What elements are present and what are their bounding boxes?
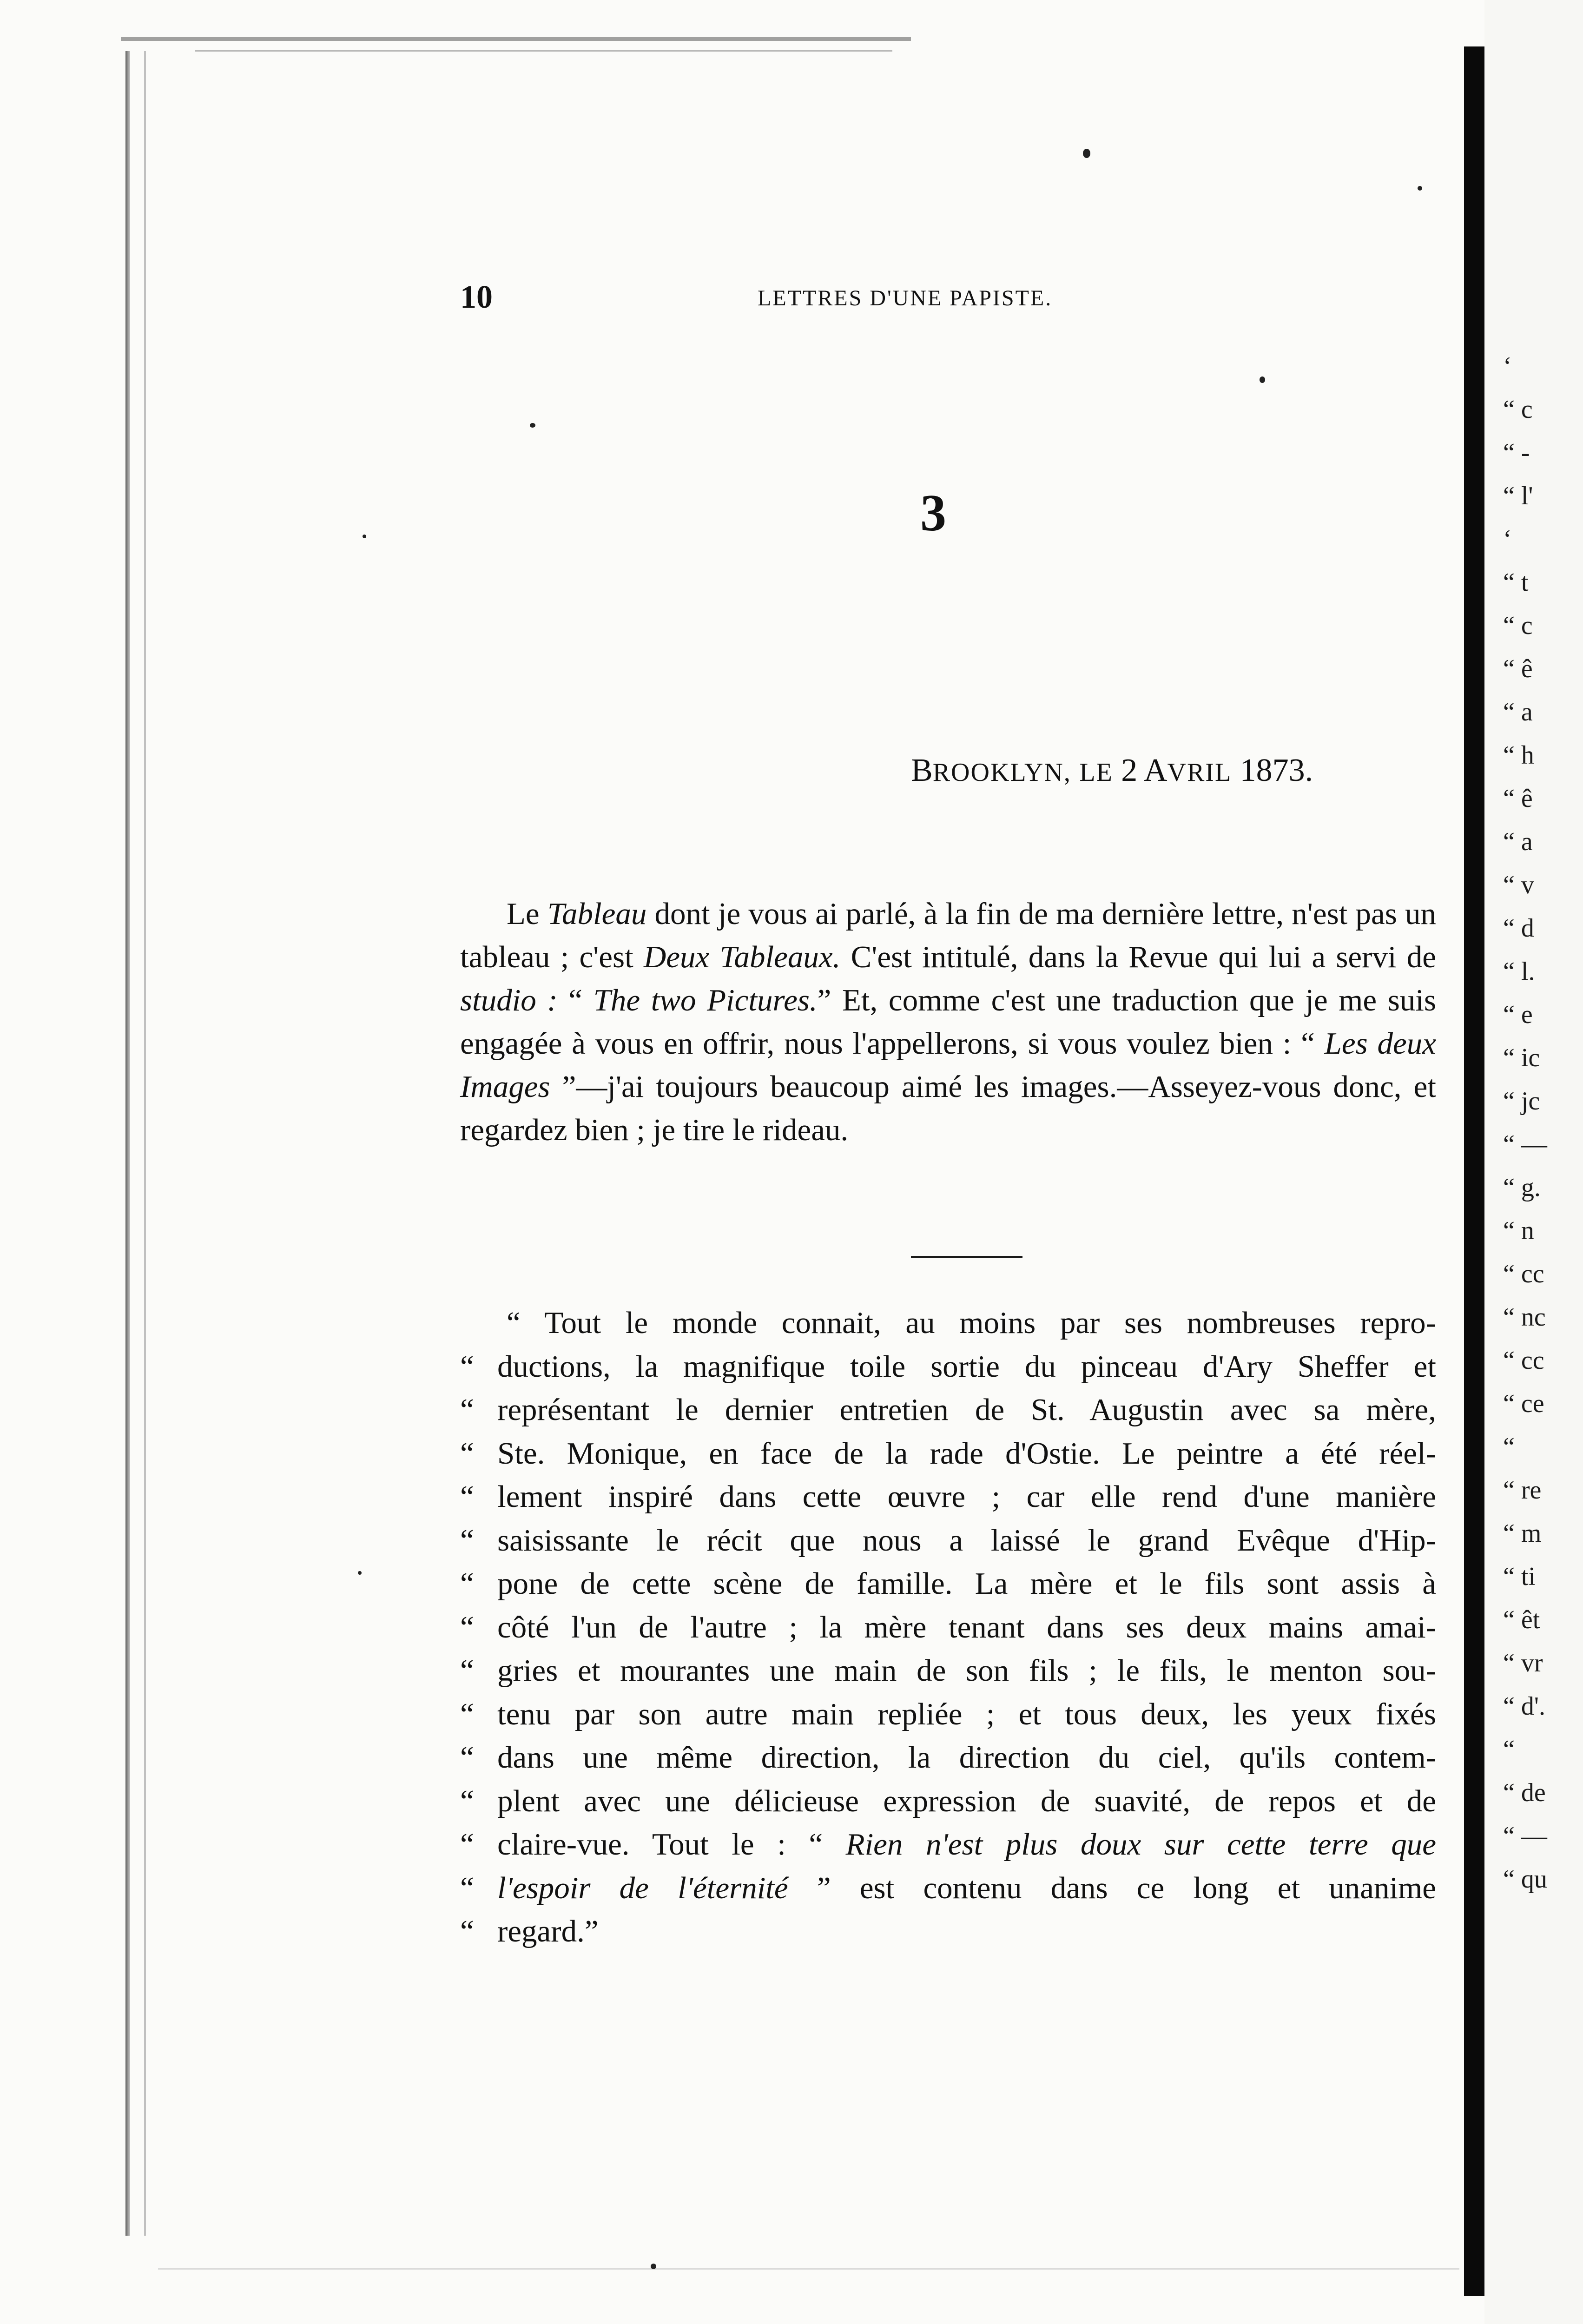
quote-mark: “ (460, 1697, 474, 1731)
adjacent-page-fragment: “ l. (1503, 957, 1535, 986)
quote-line (460, 1780, 1436, 1823)
dateline-day: 2 (1121, 753, 1138, 788)
intro-italic: studio : (460, 983, 558, 1017)
quote-mark: “ (460, 1566, 474, 1601)
quote-mark: “ (460, 1479, 474, 1514)
quote-line-text: lement inspiré dans cette œuvre ; car elle rend d'une manière (497, 1479, 1436, 1514)
intro-text: “ (557, 983, 594, 1017)
quote-mark: “ (460, 1653, 474, 1688)
dateline-year: 1873. (1240, 753, 1313, 788)
intro-paragraph (460, 892, 1436, 1152)
quote-line-text: ductions, la magnifique toile sortie du pinceau d'Ary Sheffer et (497, 1349, 1436, 1384)
quote-line (460, 1736, 1436, 1780)
adjacent-page-fragment: “ m (1503, 1519, 1542, 1548)
quote-line-text: Ste. Monique, en face de la rade d'Ostie. Le peintre a été réel- (497, 1436, 1436, 1471)
quote-mark: “ (460, 1827, 474, 1862)
quote-mark: “ (460, 1393, 474, 1427)
intro-italic: Les deux Images (460, 1026, 1436, 1104)
running-head (460, 279, 1157, 316)
adjacent-page-fragment: “ ê (1503, 784, 1533, 813)
quote-line-text: regard.” (497, 1914, 599, 1948)
adjacent-page-fragment: “ d'. (1503, 1692, 1545, 1721)
running-title: LETTRES D'UNE PAPISTE. (758, 286, 1053, 310)
quote-mark: “ (460, 1610, 474, 1644)
quote-line: “ Tout le monde connait, au moins par ses nombreuses repro- (507, 1306, 1436, 1340)
section-divider (911, 1256, 1022, 1258)
scan-left-edge-thin (144, 51, 146, 2236)
intro-text: Le (507, 897, 547, 931)
adjacent-page-fragment: “ n (1503, 1216, 1534, 1245)
adjacent-page-fragment: “ ce (1503, 1389, 1544, 1418)
quote-mark: “ (460, 1870, 474, 1905)
quote-line (460, 1823, 1436, 1867)
adjacent-page-fragment: “ qu (1503, 1865, 1547, 1894)
adjacent-page-fragment: “ t (1503, 568, 1529, 597)
quote-line-text: claire-vue. Tout le : “ (497, 1827, 823, 1862)
ink-speck (1418, 186, 1422, 191)
quote-italic: l'espoir de l'éternité (497, 1870, 788, 1905)
quote-line (460, 1345, 1436, 1389)
intro-italic: Tableau (547, 897, 647, 931)
quote-line (460, 1432, 1436, 1476)
adjacent-page-fragment: “ êt (1503, 1605, 1540, 1634)
adjacent-page-fragment: “ — (1503, 1822, 1547, 1850)
adjacent-page-fragment: “ (1503, 1735, 1515, 1764)
dateline-le: LE (1079, 758, 1113, 787)
quote-mark: “ (460, 1740, 474, 1775)
intro-text: C'est intitulé, dans la Revue qui lui a servi de (840, 940, 1436, 974)
adjacent-page (1484, 0, 1583, 2324)
quotation-block (460, 1301, 1436, 1954)
adjacent-page-fragment: “ ic (1503, 1043, 1540, 1072)
quote-mark: “ (460, 1523, 474, 1558)
ink-speck (1083, 149, 1090, 158)
adjacent-page-fragment: “ v (1503, 871, 1534, 899)
adjacent-page-fragment: “ — (1503, 1130, 1547, 1159)
ink-speck (358, 1571, 362, 1575)
page-number: 10 (460, 279, 493, 315)
quote-line (460, 1388, 1436, 1432)
quote-line (460, 1910, 1436, 1954)
intro-text: dont je vous ai parlé, à la fin de ma dernière lettre, n'est pas un tableau ; c'est (460, 897, 1436, 974)
quote-line (460, 1562, 1436, 1606)
quote-mark: “ (460, 1349, 474, 1384)
ink-speck (363, 535, 366, 538)
quote-line-text: côté l'un de l'autre ; la mère tenant dans ses deux mains amai- (497, 1610, 1436, 1644)
quote-line (460, 1606, 1436, 1650)
adjacent-page-fragment: “ ti (1503, 1562, 1536, 1591)
adjacent-page-fragment: “ h (1503, 741, 1534, 770)
adjacent-page-fragment: “ c (1503, 395, 1533, 424)
scan-left-edge (125, 51, 130, 2236)
quote-line (460, 1519, 1436, 1563)
dateline (911, 752, 1313, 789)
intro-italic: Deux Tableaux. (643, 940, 841, 974)
adjacent-page-fragment: “ cc (1503, 1260, 1544, 1288)
quote-line-text: pone de cette scène de famille. La mère et le fils sont assis à (497, 1566, 1436, 1601)
ink-speck (1260, 376, 1265, 383)
adjacent-page-fragment: ‘ (1503, 525, 1512, 554)
adjacent-page-fragment: “ c (1503, 611, 1533, 640)
adjacent-page-fragment: “ ê (1503, 654, 1533, 683)
section-number: 3 (920, 484, 946, 542)
scan-bottom-edge (158, 2268, 1459, 2270)
dateline-month: VRIL (1167, 758, 1232, 787)
quote-line (460, 1693, 1436, 1736)
dateline-place: ROOKLYN, (932, 758, 1071, 787)
quote-mark: “ (460, 1783, 474, 1818)
adjacent-page-fragment: “ a (1503, 827, 1533, 856)
adjacent-page-fragment: “ a (1503, 698, 1533, 726)
quote-line (460, 1867, 1436, 1910)
scan-top-edge (121, 37, 911, 41)
dateline-month-initial: A (1143, 753, 1167, 788)
adjacent-page-fragment: “ - (1503, 438, 1530, 467)
quote-mark: “ (460, 1436, 474, 1471)
scan-top-edge-thin (195, 50, 892, 52)
adjacent-page-fragment: “ re (1503, 1476, 1542, 1505)
adjacent-page-fragment: “ d (1503, 914, 1534, 943)
binding-gutter (1464, 46, 1484, 2296)
quote-line-text: ” est contenu dans ce long et unanime (817, 1870, 1436, 1905)
adjacent-page-fragment: ‘ (1503, 352, 1512, 381)
intro-text: ”—j'ai toujours beaucoup aimé les images.—Asseyez-vous donc, et regardez bien ; je tire le rideau. (460, 1070, 1436, 1147)
quote-line (460, 1649, 1436, 1693)
quote-line-text: représentant le dernier entretien de St. Augustin avec sa mère, (497, 1393, 1436, 1427)
quote-line-text: plent avec une délicieuse expression de suavité, de repos et de (497, 1783, 1436, 1818)
adjacent-page-fragment: “ cc (1503, 1346, 1544, 1375)
ink-speck (651, 2264, 656, 2269)
quote-line-text: tenu par son autre main repliée ; et tous deux, les yeux fixés (497, 1697, 1436, 1731)
adjacent-page-fragment: “ de (1503, 1778, 1546, 1807)
quote-line-text: saisissante le récit que nous a laissé le grand Evêque d'Hip- (497, 1523, 1436, 1558)
intro-text: ” Et, comme c'est une traduction que je me suis engagée à vous en offrir, nous l'appellerons, si vous voulez bien : “ (460, 983, 1436, 1061)
adjacent-page-fragment: “ nc (1503, 1303, 1546, 1332)
adjacent-page-fragment: “ jc (1503, 1087, 1540, 1116)
adjacent-page-fragment: “ vr (1503, 1649, 1543, 1677)
quote-line-text: dans une même direction, la direction du ciel, qu'ils contem- (497, 1740, 1436, 1775)
quote-mark: “ (460, 1914, 474, 1948)
dateline-place-initial: B (911, 753, 933, 788)
quote-line (460, 1475, 1436, 1519)
ink-speck (530, 423, 535, 428)
adjacent-page-fragment: “ g. (1503, 1173, 1541, 1202)
adjacent-page-fragment: “ e (1503, 1000, 1533, 1029)
adjacent-page-fragment: “ l' (1503, 482, 1533, 510)
intro-italic: The two Pictures. (593, 983, 818, 1017)
quote-italic: Rien n'est plus doux sur cette terre que (845, 1827, 1436, 1862)
adjacent-page-fragment: “ (1503, 1433, 1515, 1461)
quote-line-text: gries et mourantes une main de son fils ; le fils, le menton sou- (497, 1653, 1436, 1688)
